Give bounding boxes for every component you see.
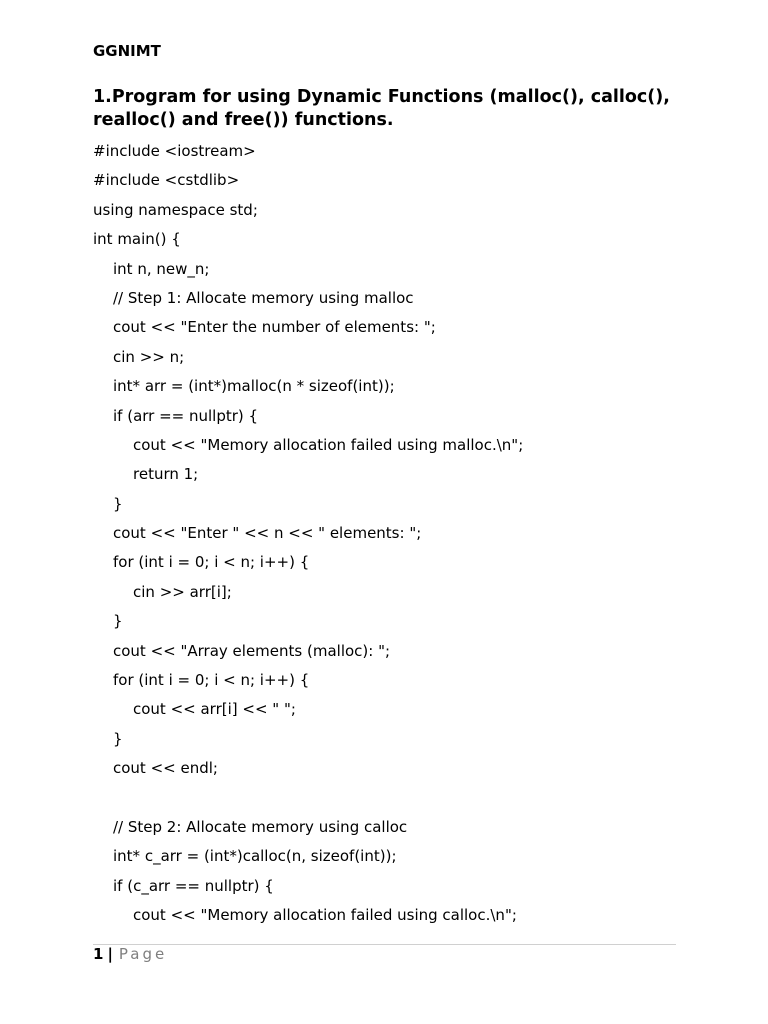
code-listing [93, 141, 523, 935]
code-line: cin >> arr[i]; [133, 582, 232, 601]
code-line: cout << "Array elements (malloc): "; [113, 641, 391, 660]
footer-separator: | [107, 945, 113, 963]
code-line: cout << arr[i] << " "; [133, 700, 296, 719]
code-line [93, 788, 523, 817]
code-line: // Step 1: Allocate memory using malloc [113, 288, 414, 307]
code-line: int main() { [93, 230, 181, 249]
code-line: } [113, 729, 123, 748]
code-line: cout << "Memory allocation failed using calloc.\n"; [133, 906, 517, 925]
code-line: #include <cstdlib> [93, 171, 240, 190]
page-header: GGNIMT [93, 42, 161, 60]
code-line: return 1; [133, 465, 199, 484]
code-line: cout << "Memory allocation failed using malloc.\n"; [133, 435, 524, 454]
code-line: cout << "Enter the number of elements: "; [113, 318, 436, 337]
page-number: 1 [93, 945, 104, 963]
page-label: Page [118, 945, 168, 963]
code-line: cout << endl; [113, 759, 218, 778]
code-line: if (arr == nullptr) { [113, 406, 259, 425]
code-line: #include <iostream> [93, 142, 256, 160]
code-line: // Step 2: Allocate memory using calloc [113, 817, 408, 836]
code-line: } [113, 612, 123, 631]
code-line: } [113, 494, 123, 513]
code-line: int* arr = (int*)malloc(n * sizeof(int)); [113, 377, 395, 396]
code-line: using namespace std; [93, 200, 258, 219]
section-title: 1.Program for using Dynamic Functions (malloc(), calloc(), realloc() and free()) functions. [93, 87, 670, 130]
page-footer [93, 945, 167, 963]
code-line: int* c_arr = (int*)calloc(n, sizeof(int)); [113, 847, 397, 866]
code-line: for (int i = 0; i < n; i++) { [113, 553, 310, 572]
footer-divider [93, 944, 676, 945]
code-line: int n, new_n; [113, 259, 210, 278]
code-line: for (int i = 0; i < n; i++) { [113, 671, 310, 690]
code-line: cout << "Enter " << n << " elements: "; [113, 524, 422, 543]
code-line: if (c_arr == nullptr) { [113, 876, 274, 895]
code-line: cin >> n; [113, 347, 185, 366]
